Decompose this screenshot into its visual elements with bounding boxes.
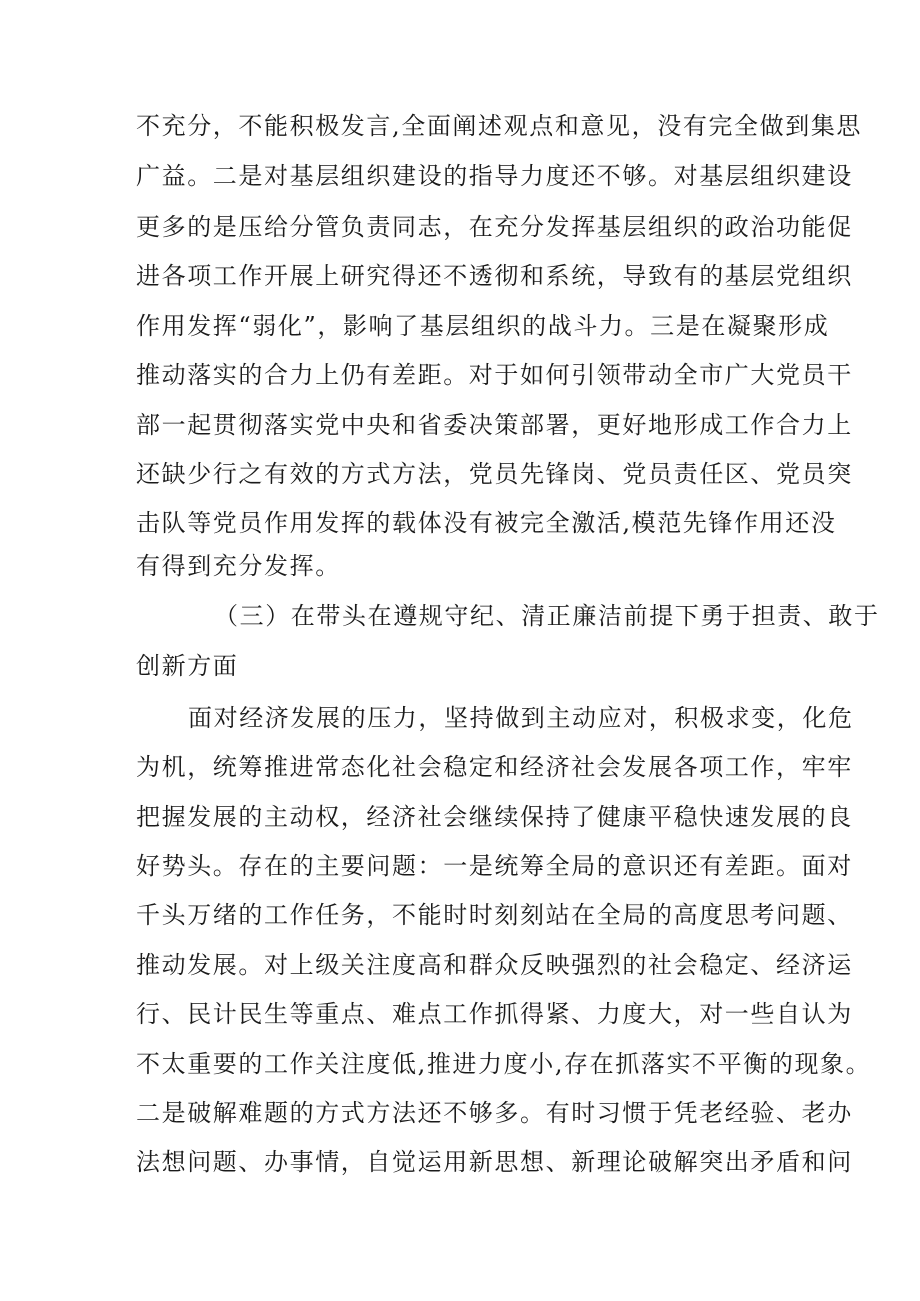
paragraph-line: 广益。二是对基层组织建设的指导力度还不够。对基层组织建设 (136, 162, 853, 190)
paragraph-line: 部一起贯彻落实党中央和省委决策部署，更好地形成工作合力上 (136, 411, 853, 439)
paragraph-line: 千头万绪的工作任务，不能时时刻刻站在全局的高度思考问题、 (136, 901, 853, 929)
paragraph-line: 行、民计民生等重点、难点工作抓得紧、力度大，对一些自认为 (136, 1000, 853, 1028)
paragraph-line: 法想问题、办事情，自觉运用新思想、新理论破解突出矛盾和问 (136, 1148, 853, 1176)
paragraph-line: 把握发展的主动权，经济社会继续保持了健康平稳快速发展的良 (136, 803, 853, 831)
paragraph-line: 为机，统筹推进常态化社会稳定和经济社会发展各项工作，牢牢 (136, 753, 853, 781)
paragraph-line: 更多的是压给分管负责同志，在充分发挥基层组织的政治功能促 (136, 213, 853, 241)
paragraph-line: 作用发挥“弱化”，影响了基层组织的战斗力。三是在凝聚形成 (136, 312, 830, 340)
paragraph-line: 有得到充分发挥。 (136, 552, 341, 580)
paragraph-line: 推动发展。对上级关注度高和群众反映强烈的社会稳定、经济运 (136, 951, 853, 979)
paragraph-line: 推动落实的合力上仍有差距。对于如何引领带动全市广大党员干 (136, 361, 853, 389)
paragraph-line: 还缺少行之有效的方式方法，党员先锋岗、党员责任区、党员突 (136, 460, 853, 488)
section-heading: （三）在带头在遵规守纪、清正廉洁前提下勇于担责、敢于 (214, 602, 880, 630)
paragraph-line: 击队等党员作用发挥的载体没有被完全激活,模范先锋作用还没 (136, 509, 837, 537)
paragraph-line: 不太重要的工作关注度低,推进力度小,存在抓落实不平衡的现象。 (136, 1050, 872, 1078)
paragraph-line: 二是破解难题的方式方法还不够多。有时习惯于凭老经验、老办 (136, 1099, 853, 1127)
paragraph-line: 面对经济发展的压力，坚持做到主动应对，积极求变，化危 (188, 704, 854, 732)
paragraph-line: 进各项工作开展上研究得还不透彻和系统，导致有的基层党组织 (136, 262, 853, 290)
paragraph-line: 不充分，不能积极发言,全面阐述观点和意见，没有完全做到集思 (136, 112, 863, 140)
paragraph-line: 好势头。存在的主要问题：一是统筹全局的意识还有差距。面对 (136, 852, 853, 880)
section-heading-continuation: 创新方面 (136, 652, 239, 680)
